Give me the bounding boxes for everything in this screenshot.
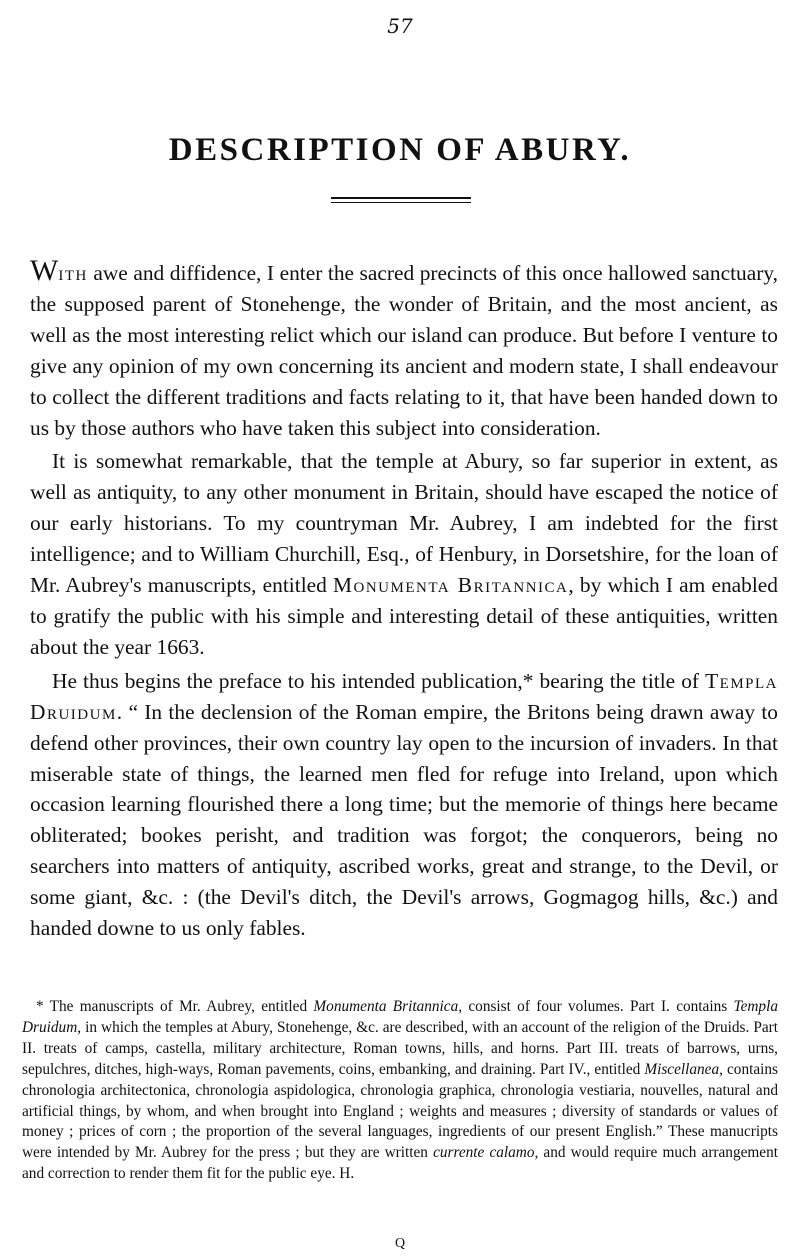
publication-title: Templa Druidum <box>30 668 778 724</box>
footnote-italic-4: currente calamo, <box>433 1144 539 1162</box>
footnote-italic-3: Miscellanea, <box>644 1060 723 1078</box>
drop-cap: W <box>30 254 59 287</box>
paragraph-3 <box>30 666 778 944</box>
page-title: DESCRIPTION OF ABURY. <box>168 132 632 168</box>
paragraph-2-text-b: , by which I am enabled to gratify the public with his simple and interesting detail of these antiquities, written about the year 1663. <box>30 573 778 659</box>
paragraph-1 <box>30 256 778 443</box>
signature-mark: Q <box>394 1236 406 1251</box>
paragraph-2 <box>30 446 778 662</box>
footnote-text-2: consist of four volumes. Part I. contains <box>462 998 734 1015</box>
manuscript-title: Monumenta Britannica <box>333 573 569 598</box>
footnote-paragraph <box>22 997 778 1185</box>
drop-cap-rest: ith <box>58 261 88 285</box>
footnote-italic-1: Monumenta Britannica, <box>313 998 463 1015</box>
paragraph-3-text-a: He thus begins the preface to his intended publication,* bearing the title of <box>52 668 706 693</box>
paragraph-1-text: awe and diffidence, I enter the sacred precincts of this once hallowed sanctuary, the supposed parent of Stonehenge, the wonder of Britain, and the most ancient, as well as the most interesting relict which our island can produce. But before I venture to give any opinion of my own concerning its ancient and modern state, I shall endeavour to collect the different traditions and facts relating to it, that have been handed down to us by those authors who have taken this subject into consideration. <box>30 261 778 440</box>
footnote-italic-2: Templa Druidum, <box>22 998 778 1036</box>
footnote-text-1: * The manuscripts of Mr. Aubrey, entitled <box>36 998 314 1015</box>
footnote-text-4: contains chronologia architectonica, chronologia aspidologica, chronologia graphica, chronologia vestiaria, nouvelles, natural and artificial things, by whom, and when brought into England ; weights and measures ; diversity of standards or values of money ; prices of corn ; the proportion of the several languages, ingredients of our present English.” These manucripts were intended by Mr. Aubrey for the press ; but they are written <box>22 1060 778 1162</box>
paragraph-3-text-b: . “ In the declension of the Roman empire, the Britons being drawn away to defend other provinces, their own country lay open to the incursion of invaders. In that miserable state of things, the learned men fled for refuge into Ireland, upon which occasion learning flourished there a long time; but the memorie of things here became obliterated; bookes perisht, and tradition was forgot; the conquerors, being no searchers into matters of antiquity, ascribed works, great and strange, to the Devil, or some giant, &c. : (the Devil's ditch, the Devil's arrows, Gogmagog hills, &c.) and handed downe to us only fables. <box>30 699 778 941</box>
page-number: 57 <box>387 14 413 38</box>
footnote-text-5: and would require much arrangement and correction to render them fit for the public eye. H. <box>22 1144 778 1183</box>
footnote <box>22 997 778 1185</box>
title-divider <box>331 197 471 203</box>
paragraph-2-text-a: It is somewhat remarkable, that the temple at Abury, so far superior in extent, as well as antiquity, to any other monument in Britain, should have escaped the notice of our early historians. To my countryman Mr. Aubrey, I am indebted for the first intelligence; and to William Churchill, Esq., of Henbury, in Dorsetshire, for the loan of Mr. Aubrey's manuscripts, entitled <box>30 449 778 598</box>
footnote-text-3: in which the temples at Abury, Stonehenge, &c. are described, with an account of the religion of the Druids. Part II. treats of camps, castella, military architecture, Roman towns, hills, and horns. Part III. treats of barrows, urns, sepulchres, ditches, high-ways, Roman pavements, coins, embanking, and draining. Part IV., entitled <box>22 1018 778 1078</box>
body-text <box>30 256 778 947</box>
